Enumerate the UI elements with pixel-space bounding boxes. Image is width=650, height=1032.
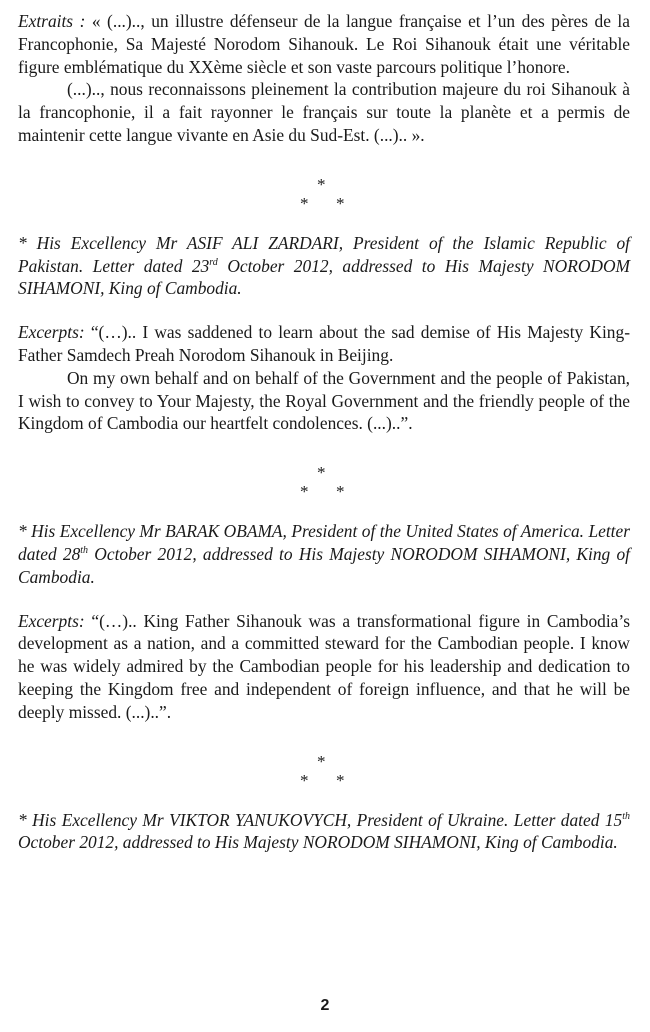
separator-asterisk: * (317, 463, 326, 483)
separator-asterisk: * (317, 751, 326, 771)
french-excerpt-paragraph-1 (18, 10, 630, 78)
zardari-excerpt-paragraph-1 (18, 321, 630, 367)
separator-asterisk: * (300, 482, 309, 502)
section-separator-2 (18, 456, 630, 502)
section-separator-3 (18, 745, 630, 790)
obama-excerpt-text-1: “(…).. King Father Sihanouk was a transformational figure in Cambodia’s development as a nation, and a committed steward for the Cambodian people. I know he was widely admired by the Cambodian people for his leadership and dedication to keeping the Kingdom free and independent of foreign influence, and that he will be deeply missed. (...)..”. (18, 610, 630, 722)
separator-asterisk: * (336, 193, 345, 213)
french-excerpt-paragraph-2: (...).., nous reconnaissons pleinement la contribution majeure du roi Sihanouk à la francophonie, il a fait rayonner le français sur toute la planète et a permis de maintenir cette langue vivante en Asie du Sud-Est. (...).. ». (18, 79, 630, 145)
separator-asterisk: * (300, 193, 309, 213)
excerpts-label-fr: Extraits : (18, 11, 86, 31)
french-excerpt-text-1: « (...).., un illustre défenseur de la langue française et l’un des pères de la Francophonie, Sa Majesté Norodom Sihanouk. Le Roi Sihanouk était une véritable figure emblématique du XXème siècle et son vaste parcours politique l’honore. (18, 11, 630, 77)
zardari-excerpt-paragraph-2: On my own behalf and on behalf of the Government and the people of Pakistan, I wish to convey to Your Majesty, the Royal Government and the friendly people of the Kingdom of Cambodia our heartfelt condolences. (...)..”. (18, 367, 630, 434)
page-number: 2 (320, 997, 330, 1014)
separator-asterisk: * (336, 482, 345, 502)
document-page (18, 10, 630, 854)
separator-asterisk: * (317, 174, 326, 194)
yanukovych-letter-heading: * His Excellency Mr VIKTOR YANUKOVYCH, President of Ukraine. Letter dated 15th October 2012, addressed to His Majesty NORODOM SIHAMONI, King of Cambodia. (18, 809, 630, 853)
excerpts-label: Excerpts: (18, 322, 85, 343)
separator-asterisk: * (300, 770, 309, 790)
excerpts-label: Excerpts: (18, 610, 85, 631)
section-separator-1 (18, 168, 630, 213)
zardari-letter-heading: * His Excellency Mr ASIF ALI ZARDARI, President of the Islamic Republic of Pakistan. Letter dated 23rd October 2012, addressed to His Majesty NORODOM SIHAMONI, King of Cambodia. (18, 232, 630, 299)
obama-letter-heading: * His Excellency Mr BARAK OBAMA, President of the United States of America. Letter dated 28th October 2012, addressed to His Majesty NORODOM SIHAMONI, King of Cambodia. (18, 521, 631, 587)
zardari-excerpt-text-1: “(…).. I was saddened to learn about the sad demise of His Majesty King-Father Samdech Preah Norodom Sihanouk in Beijing. (18, 322, 630, 365)
obama-excerpt-paragraph-1 (18, 610, 630, 724)
separator-asterisk: * (336, 770, 345, 790)
